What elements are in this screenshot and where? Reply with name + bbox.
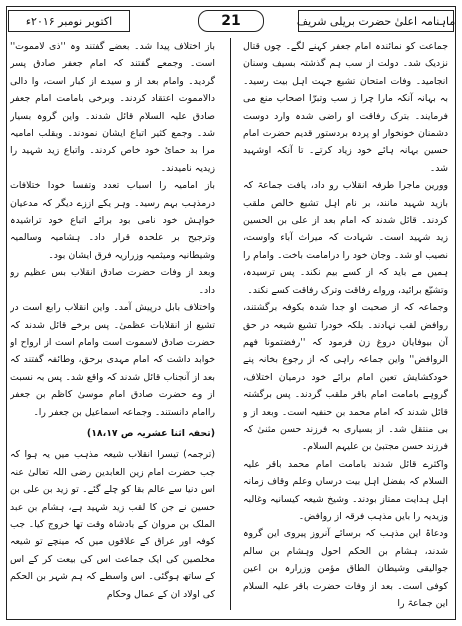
- page-number: 21: [198, 10, 264, 32]
- paragraph: وورین ماجرا طرفہ انقلاب رو داد، یافت جماعۃ کہ بازید شہید مانند، بر نام اہل تشیع خالص ملقب کردند۔ قائل شدند کہ امام بعد از علی بن الحسین زید شہید است۔ شہادت کہ میراث آباء واوست، نصیب او شد۔ وجان خود را درامامت باخت۔ وامام را ہمیں مے باید کہ از کسے بیم نکند۔ پس ترسیدہ، وتشیّع برائید، ورواے رفاقت وترک رفاقت کسے نکند۔: [243, 180, 448, 296]
- paragraph: باز اختلاف پیدا شد۔ بعضے گفتند وہ ''ذی لامموت'' است۔ وجمعے گفتند کہ امام جعفر صادق پسر گردید۔ وامام بعد از و سیدے از کبار است، وا دالی دالامموت اعتقاد کردند۔ وبرخی بامامت امام جعفر صادق علیہ السلام قائل شدند۔ واین گروہ بسیار شد۔ وجمع کثیر اتباع ایشان نمودند۔ وبقلب امامیہ مرا بد حمائ خود خاص کردند۔ واتباع زید شہید را زیدیہ نامیدند۔: [10, 41, 215, 174]
- paragraph: وبعد از وفات حضرت صادق انقلاب بس عظیم رو داد۔: [10, 267, 215, 296]
- paragraph: واختلاف بابل درپیش آمد۔ واین انقلاب رابع است در تشیع از انقلابات عظمیٰ۔ پس برخے قائل شدند کہ حضرت صادق لاسموت است وامام است از ارواح او خوابد داشت کہ امام مہدی برحق، وطائفہ گفتند کہ بعد از آنجناب قائل شدند کہ واقع شد۔ پس بہ نسبت از وے حضرت صادق امام موسیٰ کاظم بن جعفر راامام دانستند۔ وجماعہ اسماعیل بن جعفر را۔: [10, 302, 215, 418]
- right-text-column: [243, 38, 448, 610]
- paragraph: باز امامیہ را اسباب تعدد وتفسا خودا ختلافات درمذہب بہم رسید۔ وہر یکے اززے دیگر کہ مدعیان خواہش خود نامی بود برائے اتباع خود تراشیدہ وترجیح بر علحدہ قرار داد۔ ہشامیہ وسالمیہ وشیطانیہ ومیثمیہ وزراریہ فرق ایشان بود۔: [10, 180, 215, 261]
- paragraph: واکثرے قائل شدند بامامت امام محمد باقر علیہ السلام کہ بفضل اہل بیت درساں وعلم وقاف زمانہ اہل ہدایت ممتاز بودند۔ وشیخ شیعہ کیسانیہ وغالبہ وزیدیہ را بایں مذہب فرقہ از روافض۔: [243, 458, 448, 522]
- left-text-column: [10, 38, 215, 610]
- page-header: [8, 10, 454, 34]
- paragraph: ودعاۃ این مذہب کہ برسائے آنروز پیروی این گروہ شدند، ہشام بن الحکم احول وہشام بن سالم جوالیقی وشیطان الطاق مؤمن وزرارہ بن اعین کوفی است۔ بعد از وفات حضرت باقر علیہ السلام این جماعۃ را: [243, 528, 448, 609]
- paragraph: (ترجمہ) تیسرا انقلاب شیعہ مذہب میں یہ ہوا کہ جب حضرت امام زین العابدین رضی اللہ تعالیٰ عنہ اس دنیا سے عالم بقا کو چلے گئے۔ تو زید بن علی بن حسین نے جن کا لقب زید شہید ہے، ہشام بن عبد الملک بن مروان کے بادشاہ وقت تھا خروج کیا۔ جب کوفہ اور عراق کے علاقوں میں کہ مینچے تو شیعہ مخلصین کی ایک جماعت اس کی بیعت کر کے اس کے ساتھ ہوگئی۔ اس واسطے کہ ہم شہر بن الحکم کی اولاد ان کے عمال وحکام: [10, 449, 215, 600]
- paragraph: وجماعہ کہ از صحبت او جدا شدہ بکوفہ برگشتند، روافض لقب نہادند۔ بلکہ خودرا تشیع شیعہ در حق آن بیوفایان دروغ زن فرمود کہ ''رفضتمونا فھم الروافض'' واین جماعہ راہی کہ از رجوع بخانہ پنے خودکشایش تعین امام برائے خود درمیان اختلاف، گروہے بامامت امام باقر ملقب گردند۔ پس برگشتہ قائل شدند کہ امام محمد بن حنفیہ است۔ وبعد از و بی منتقل شد۔ از بسیاری بہ فرزند حسن مثنیٰ کہ فرزند حسن مجتبیٰ بن علیہم السلام۔: [243, 302, 448, 453]
- column-divider: [230, 38, 231, 610]
- issue-date: اکتوبر نومبر ۲۰۱۶ء: [8, 10, 130, 32]
- magazine-title: ماہنامہ اعلیٰ حضرت بریلی شریف: [298, 10, 454, 32]
- paragraph: جماعت کو نمائندہ امام جعفر کہنے لگے۔ چوں قتال نزدیک شد۔ دولت از سب ہم گذشتہ بسیف وسنان انجامید۔ وفات امتحان تشیع جہت اہل بیت رسید۔ بہ بہانہ آنکہ مارا چرا ز سب وتبرّا اصحاب منع می فرمایند۔ بترک رفاقت او راضی شدہ وارد دوست دشمنان خونخوار او پردہ بردستور قدیم حضرت امام حسین بہانہ ہائے خود زیاد کرتے۔ تا آنکہ اوشہید شد۔: [243, 41, 448, 174]
- citation-reference: (تحفہ اثنا عشریہ ص ۱۸،۱۷): [86, 427, 215, 439]
